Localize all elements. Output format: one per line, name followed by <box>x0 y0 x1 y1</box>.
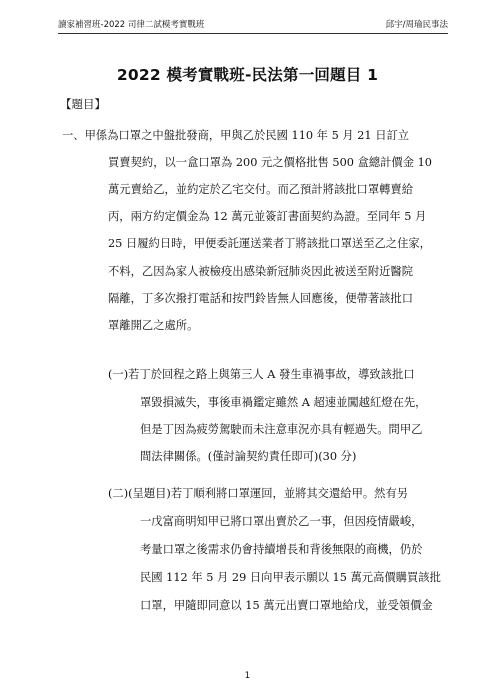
body-line: 一、甲係為口罩之中盤批發商，甲與乙於民國 110 年 5 月 21 日訂立 <box>62 129 410 142</box>
body-line: 萬元賣給乙，並約定於乙宅交付。而乙預計將該批口罩轉賣給 <box>108 183 414 196</box>
body-line: 買賣契約，以一盒口罩為 200 元之價格批售 500 盒總計價金 10 <box>108 156 432 169</box>
body-line: 隔離，丁多次撥打電話和按門鈴皆無人回應後，便帶著該批口 <box>108 292 414 305</box>
body-line: 罩毀損滅失，事後車禍鑑定雖然 A 超速並闖越紅燈在先， <box>140 396 427 409</box>
header-right: 邱宇/周瑜民事法 <box>385 20 448 30</box>
body-line: 間法律關係。(僅討論契約責任即可)(30 分) <box>140 450 357 463</box>
body-line: 一戊富商明知甲已將口罩出賣於乙一事，但因疫情嚴峻， <box>140 515 423 528</box>
page-title: 2022 模考實戰班-民法第一回題目 1 <box>116 66 379 84</box>
body-line: 不料，乙因為家人被檢疫出感染新冠肺炎因此被送至附近醫院 <box>108 265 414 278</box>
body-line: 丙，兩方約定價金為 12 萬元並簽訂書面契約為證。至同年 5 月 <box>108 210 427 223</box>
body-line: 民國 112 年 5 月 29 日向甲表示願以 15 萬元高價購買該批 <box>140 571 441 584</box>
body-line: (一)若丁於回程之路上與第三人 A 發生車禍事故，導致該批口 <box>108 368 415 381</box>
body-line: 考量口罩之後需求仍會持續增長和背後無限的商機，仍於 <box>140 543 423 556</box>
body-line: 25 日履約日時，甲便委託運送業者丁將該批口罩送至乙之住家， <box>108 237 431 250</box>
body-line: 罩離開乙之處所。 <box>108 319 199 332</box>
header-left: 讀家補習班-2022 司律二試模考實戰班 <box>58 20 205 30</box>
body-line: (二)(呈題目)若丁順利將口罩運回，並將其交還給甲。然有另 <box>108 487 409 500</box>
body-line: 但是丁因為疲勞駕駛而未注意車況亦具有輕過失。問甲乙 <box>140 423 423 436</box>
page-number: 1 <box>244 671 251 681</box>
body-line: 口罩，甲隨即同意以 15 萬元出賣口罩地給戊，並受領價金 <box>140 599 433 612</box>
page-header <box>58 12 448 34</box>
section-label: 【題目】 <box>60 97 106 111</box>
